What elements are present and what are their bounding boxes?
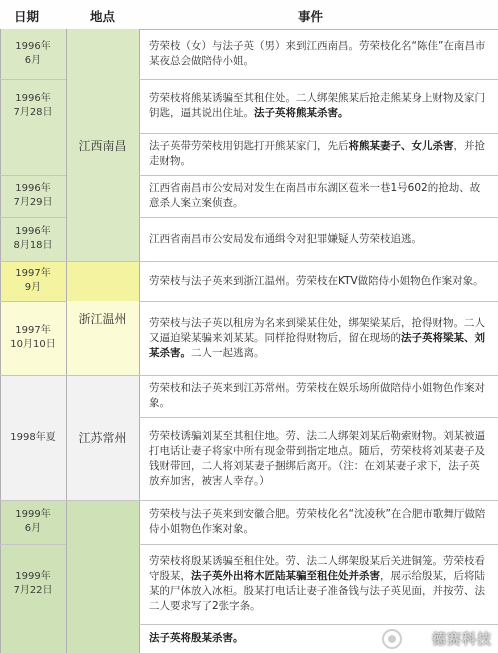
table-header	[0, 0, 498, 30]
row-divider	[0, 261, 498, 262]
event-text: 劳荣枝与法子英以租房为名来到梁某住处，绑架梁某后，抢得财物。二人又逼迫梁某骗来刘某某。同样抢得财物后，留在现场的	[149, 316, 485, 344]
event-text: 江西省南昌市公安局发布通缉令对犯罪嫌疑人劳荣枝追逃。	[149, 232, 422, 245]
watermark-logo	[381, 628, 403, 650]
event-text-bold: 将熊某妻子、女儿杀害	[348, 140, 454, 152]
event-text: 劳荣枝与法子英来到安徽合肥。劳荣枝化名“沈凌秋”在合肥市歌舞厅做陪侍小姐物色作案对象。	[149, 508, 486, 535]
event-cell	[139, 217, 498, 261]
event-text: 二人一起逃离。	[191, 346, 265, 359]
date-cell: 1999年 6月	[15, 509, 51, 534]
row-divider	[139, 79, 498, 80]
date-cell: 1998年夏	[10, 431, 56, 443]
header-date: 日期	[14, 9, 40, 24]
row-divider	[0, 544, 66, 545]
event-cell	[139, 29, 498, 79]
header-event: 事件	[298, 9, 324, 24]
date-cell: 1996年 6月	[15, 41, 51, 66]
place-changzhou: 江苏常州	[78, 431, 127, 445]
event-text-bold: 法子英将梁某、刘某杀害。	[149, 331, 485, 359]
event-text: 劳荣枝和法子英来到江苏常州。劳荣枝在娱乐场所做陪侍小姐物色作案对象。	[149, 382, 485, 409]
date-cell: 1999年 7月22日	[13, 571, 53, 596]
row-divider	[0, 175, 66, 176]
row-divider	[139, 133, 498, 134]
row-divider	[139, 624, 498, 625]
row-divider	[0, 500, 498, 501]
row-divider	[0, 217, 66, 218]
event-cell	[139, 375, 498, 417]
column-divider	[66, 29, 67, 653]
event-cell	[139, 301, 498, 375]
row-divider	[139, 301, 498, 302]
event-cell	[139, 175, 498, 217]
header-place: 地点	[90, 9, 116, 24]
event-text: ，并抢走财物。	[149, 140, 485, 167]
event-cell	[139, 544, 498, 624]
date-cell: 1996年 8月18日	[13, 226, 53, 251]
date-cell: 1996年 7月28日	[13, 93, 53, 118]
row-divider	[0, 79, 66, 80]
row-divider	[139, 544, 498, 545]
date-cell: 1996年 7月29日	[13, 183, 53, 208]
row-divider	[139, 175, 498, 176]
row-divider	[139, 417, 498, 418]
event-cell	[139, 133, 498, 175]
event-text-bold: 法子英外出将木匠陆某骗至租住处并杀害	[191, 570, 380, 582]
event-cell	[139, 500, 498, 544]
event-text: ，展示给殷某，后将陆某的尸体放入冰柜。殷某打电话让妻子准备钱与法子英见面，并按劳、法二人要求写了2张字条。	[149, 570, 485, 612]
event-text-bold: 法子英将熊某杀害。	[254, 107, 349, 119]
event-text: 劳荣枝诱骗刘某至其租住地。劳、法二人绑架刘某后勒索财物。刘某被逼打电话让妻子将家中所有现金带到指定地点。随后，劳荣枝将刘某妻子及钱财带回，二人将刘某妻子捆绑后离开。（注：在刘某妻子求下，法子英放弃加害，被害人幸存。）	[149, 429, 485, 487]
event-text: 法子英带劳荣枝用钥匙打开熊某家门，先后	[149, 140, 349, 152]
row-divider	[0, 375, 498, 376]
event-cell	[139, 79, 498, 133]
event-cell	[139, 417, 498, 500]
watermark: 德赛科技	[432, 632, 492, 648]
row-divider	[139, 217, 498, 218]
date-cell: 1997年 9月	[15, 268, 51, 293]
column-divider	[139, 29, 140, 653]
place-nanchang: 江西南昌	[78, 138, 127, 153]
event-text: 劳荣枝将熊某诱骗至其租住处。二人绑架熊某后抢走熊某身上财物及家门钥匙，逼其说出住址。	[149, 92, 485, 119]
event-text: 劳荣枝与法子英来到浙江温州。劳荣枝在KTV做陪侍小姐物色作案对象。	[149, 274, 484, 287]
place-wenzhou: 浙江温州	[78, 311, 127, 326]
event-text: 劳荣枝（女）与法子英（男）来到江西南昌。劳荣枝化名“陈佳”在南昌市某夜总会做陪侍小姐。	[149, 40, 486, 67]
event-text: 劳荣枝将殷某诱骗至租住处。劳、法二人绑架殷某后关进铜笼。劳荣枝看守殷某，	[149, 555, 485, 582]
row-divider	[0, 301, 66, 302]
event-cell	[139, 261, 498, 301]
event-text-bold: 法子英将殷某杀害。	[149, 632, 244, 644]
event-text: 江西省南昌市公安局对发生在南昌市东湖区苞米一巷1号602的抢劫、故意杀人案立案侦查。	[149, 182, 481, 209]
column-divider	[0, 29, 1, 653]
date-cell: 1997年 10月10日	[10, 325, 56, 350]
